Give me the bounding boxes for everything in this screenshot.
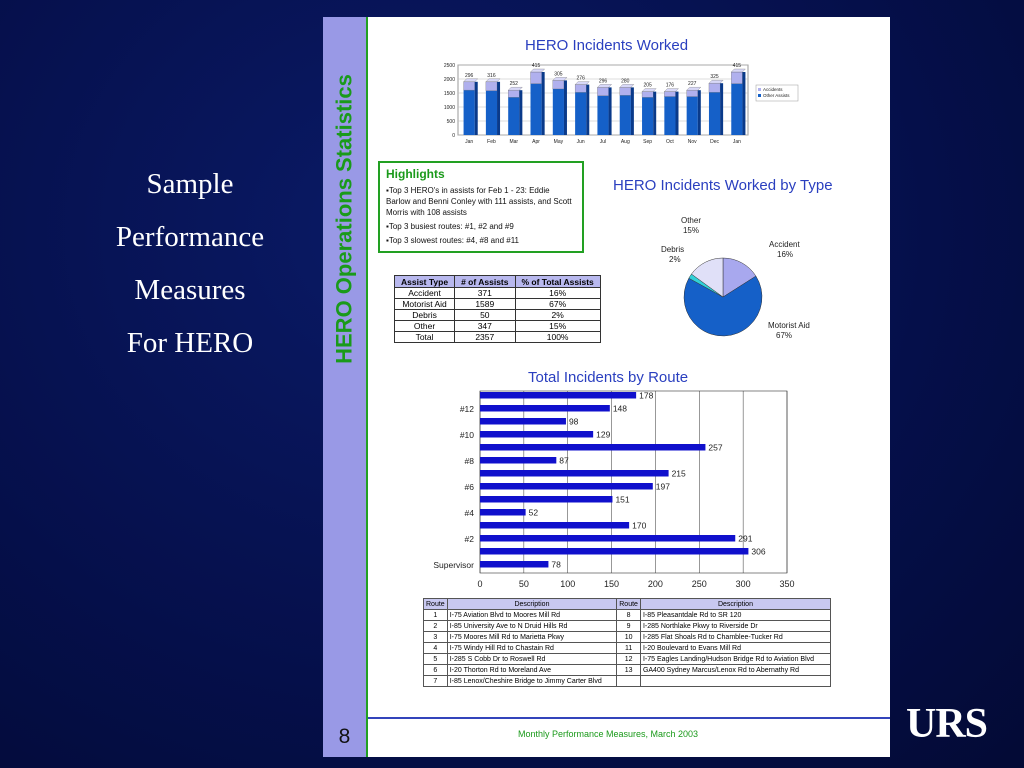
y-tick-label: 1500 [443,91,455,97]
table-cell: 8 [617,610,641,621]
bar-accidents [687,90,698,96]
bar-accidents [508,90,519,97]
table-cell: 1 [424,610,448,621]
data-label: 306 [751,546,766,557]
bar-side-face [586,85,589,135]
column-header: Route [424,599,448,610]
bar-other-assists [642,97,653,135]
y-tick-label: #10 [459,430,474,441]
table-cell: I-285 S Cobb Dr to Roswell Rd [447,654,617,665]
legend-swatch [758,94,761,97]
table-cell: 4 [424,643,448,654]
chart-title-monthly: HERO Incidents Worked [525,37,689,54]
table-cell: Debris [395,310,455,321]
y-tick-label: #8 [464,456,474,467]
route-bar [480,509,526,516]
column-header: Route [617,599,641,610]
table-cell: 1589 [455,299,515,310]
column-header: Description [640,599,830,610]
bar-side-face [542,72,545,135]
bar-other-assists [553,89,564,135]
bar-side-face [631,87,634,135]
y-tick-label: 2000 [443,77,455,83]
highlights-title: Highlights [386,167,445,181]
legend-label: Other Assists [763,93,790,98]
route-bar [480,457,556,464]
table-cell: 371 [455,288,515,299]
data-label: 296 [598,78,608,85]
bar-other-assists [687,97,698,135]
data-label: 280 [621,78,630,85]
table-cell: I-75 Eagles Landing/Hudson Bridge Rd to Aviation Blvd [640,654,830,665]
table-cell: GA400 Sydney Marcus/Lenox Rd to Abernathy Rd [640,665,830,676]
route-bar [480,535,735,542]
bar-side-face [676,92,679,135]
table-header-row [395,276,601,288]
highlights-box [378,161,584,253]
x-tick-label: Jul [599,139,607,145]
pie-label: Accident [769,240,800,249]
table-cell: 3 [424,632,448,643]
bar-side-face [497,82,500,135]
bar-side-face [564,80,567,135]
bar-other-assists [731,84,742,135]
slide-title [95,158,285,370]
bar-accidents [731,72,742,84]
table-cell: I-85 University Ave to N Druid Hills Rd [447,621,617,632]
data-label: 227 [688,81,697,88]
x-tick-label: May [553,139,564,145]
data-label: 205 [643,82,652,89]
x-tick-label: 150 [604,579,620,589]
pie-percent: 15% [682,226,700,235]
table-row [424,654,831,665]
table-cell: Total [395,332,455,343]
data-label: 296 [464,72,474,79]
data-label: 78 [551,559,561,570]
table-row [424,632,831,643]
x-tick-label: Feb [487,139,496,145]
bar-accidents [664,92,675,97]
table-cell: 2 [424,621,448,632]
data-label: 276 [576,75,585,82]
table-cell [640,676,830,687]
bar-accidents [553,80,564,89]
x-tick-label: Jan [465,139,474,145]
table-cell: 5 [424,654,448,665]
data-label: 291 [738,533,753,544]
x-tick-label: 0 [477,579,483,589]
data-label: 87 [559,455,569,466]
y-tick-label: Supervisor [433,560,474,571]
data-label: 52 [528,507,539,518]
data-label: 257 [708,442,723,453]
document-vertical-title: HERO Operations Statistics [331,74,357,364]
highlight-item: ▪Top 3 slowest routes: #4, #8 and #11 [386,236,519,245]
route-bar [480,496,612,503]
x-tick-label: 300 [735,579,751,589]
y-tick-label: 500 [446,119,455,125]
table-row [395,332,601,343]
route-bar [480,522,629,529]
x-tick-label: 50 [518,579,529,589]
table-cell: 11 [617,643,641,654]
bar-side-face [519,90,522,135]
bar-accidents [575,85,586,93]
data-label: 197 [655,481,670,492]
data-label: 178 [639,390,654,401]
table-cell: 2% [515,310,600,321]
route-bar [480,392,636,399]
bar-accidents [531,72,542,84]
table-cell: 50 [455,310,515,321]
bar-other-assists [575,92,586,135]
footer-divider [368,717,890,719]
y-tick-label: #12 [459,404,474,415]
bar-accidents [464,82,475,90]
bar-side-face [653,92,656,135]
pie-percent: 16% [777,250,794,259]
table-cell: 16% [515,288,600,299]
legend-label: Accidents [763,87,783,92]
y-tick-label: #6 [464,482,474,493]
data-label: 98 [568,416,579,427]
table-cell: I-75 Moores Mill Rd to Marietta Pkwy [447,632,617,643]
column-header: Description [447,599,617,610]
x-tick-label: Aug [620,139,630,145]
table-cell: 7 [424,676,448,687]
bar-other-assists [597,96,608,135]
column-header: # of Assists [455,276,515,288]
table-cell: 347 [455,321,515,332]
data-label: 151 [615,494,630,505]
x-tick-label: Mar [509,139,519,145]
table-row [424,665,831,676]
table-cell: Motorist Aid [395,299,455,310]
table-cell: I-85 Pleasantdale Rd to SR 120 [640,610,830,621]
x-tick-label: Apr [532,139,540,145]
route-bar [480,405,610,412]
bar-side-face [475,82,478,135]
table-row [395,310,601,321]
table-cell: 100% [515,332,600,343]
bar-side-face [698,90,701,135]
title-line: Performance [115,221,265,253]
monthly-incidents-chart [428,57,813,152]
data-label: 215 [671,468,686,479]
table-cell: I-85 Lenox/Cheshire Bridge to Jimmy Carter Blvd [447,676,617,687]
legend-swatch [758,88,761,91]
data-label: 148 [612,403,628,414]
table-cell: 13 [617,665,641,676]
x-tick-label: 350 [779,579,795,589]
table-row [424,610,831,621]
chart-title-route: Total Incidents by Route [528,369,689,386]
table-cell: I-285 Flat Shoals Rd to Chamblee-Tucker Rd [640,632,830,643]
column-header: % of Total Assists [515,276,600,288]
table-cell [617,676,641,687]
table-cell: I-20 Boulevard to Evans Mill Rd [640,643,830,654]
document-footer: Monthly Performance Measures, March 2003 [517,729,699,739]
data-label: 305 [554,71,563,78]
bar-other-assists [464,90,475,135]
x-tick-label: 100 [560,579,576,589]
y-tick-label: 2500 [443,63,455,69]
document-side-strip [323,17,368,757]
pie-percent: 67% [776,331,793,340]
route-bar [480,561,548,568]
table-row [424,643,831,654]
x-tick-label: 250 [691,579,707,589]
bar-accidents [709,83,720,92]
table-row [395,299,601,310]
page-number: 8 [338,725,351,748]
table-cell: 10 [617,632,641,643]
table-cell: I-20 Thorton Rd to Moreland Ave [447,665,617,676]
data-label: 325 [710,74,719,81]
data-label: 316 [487,72,496,79]
data-label: 170 [632,520,647,531]
route-description-table [423,598,831,687]
urs-logo: URS [906,701,988,747]
incidents-by-route-chart [418,389,808,594]
bar-side-face [742,72,745,135]
chart-title-type: HERO Incidents Worked by Type [613,177,833,194]
incidents-by-type-pie-chart [643,207,853,347]
assist-type-table [394,275,601,343]
table-cell: I-285 Northlake Pkwy to Riverside Dr [640,621,830,632]
table-cell: 9 [617,621,641,632]
bar-other-assists [664,97,675,135]
data-label: 415 [531,63,541,69]
bar-accidents [642,92,653,98]
y-tick-label: 0 [452,133,455,139]
x-tick-label: Jun [576,139,585,145]
x-tick-label: Sep [643,139,653,145]
title-line: Sample [146,168,234,200]
table-cell: Other [395,321,455,332]
bar-other-assists [508,97,519,135]
data-label: 176 [665,82,675,89]
pie-label: Motorist Aid [768,321,810,330]
y-tick-label: #4 [464,508,474,519]
table-cell: 6 [424,665,448,676]
pie-label: Other [680,216,702,225]
title-line: Measures [134,274,246,306]
table-row [424,621,831,632]
table-cell: 2357 [455,332,515,343]
table-row [424,676,831,687]
route-bar [480,431,593,438]
table-cell: 12 [617,654,641,665]
table-cell: Accident [395,288,455,299]
x-tick-label: Dec [710,139,719,145]
bar-other-assists [620,95,631,135]
pie-label: Debris [661,245,685,254]
highlight-item: ▪Top 3 HERO's in assists for Feb 1 - 23: Eddie Barlow and Benni Conley with 111 assists, and Scott Morris with 108 assists [386,186,572,217]
bar-other-assists [709,92,720,135]
x-tick-label: Jan [732,139,741,145]
bar-side-face [720,83,723,135]
table-row [395,321,601,332]
x-tick-label: Nov [687,139,697,145]
bar-other-assists [486,91,497,135]
title-line: For HERO [126,327,254,359]
table-cell: 67% [515,299,600,310]
bar-side-face [609,87,612,135]
y-tick-label: 1000 [443,105,455,111]
pie-percent: 2% [669,255,681,264]
x-tick-label: Oct [666,139,674,145]
bar-accidents [597,87,608,95]
table-row [395,288,601,299]
route-bar [480,470,669,477]
x-tick-label: 200 [647,579,663,589]
data-label: 252 [509,81,518,88]
table-header-row [424,599,831,610]
route-bar [480,418,566,425]
bar-accidents [486,82,497,91]
data-label: 129 [596,429,611,440]
highlight-item: ▪Top 3 busiest routes: #1, #2 and #9 [386,222,514,231]
route-bar [480,483,653,490]
table-cell: 15% [515,321,600,332]
document-page [323,17,890,757]
data-label: 415 [732,63,742,69]
bar-other-assists [531,84,542,135]
table-cell: I-75 Windy Hill Rd to Chastain Rd [447,643,617,654]
route-bar [480,444,705,451]
y-tick-label: #2 [464,534,474,545]
bar-accidents [620,87,631,95]
column-header: Assist Type [395,276,455,288]
table-cell: I-75 Aviation Blvd to Moores Mill Rd [447,610,617,621]
route-bar [480,548,748,555]
